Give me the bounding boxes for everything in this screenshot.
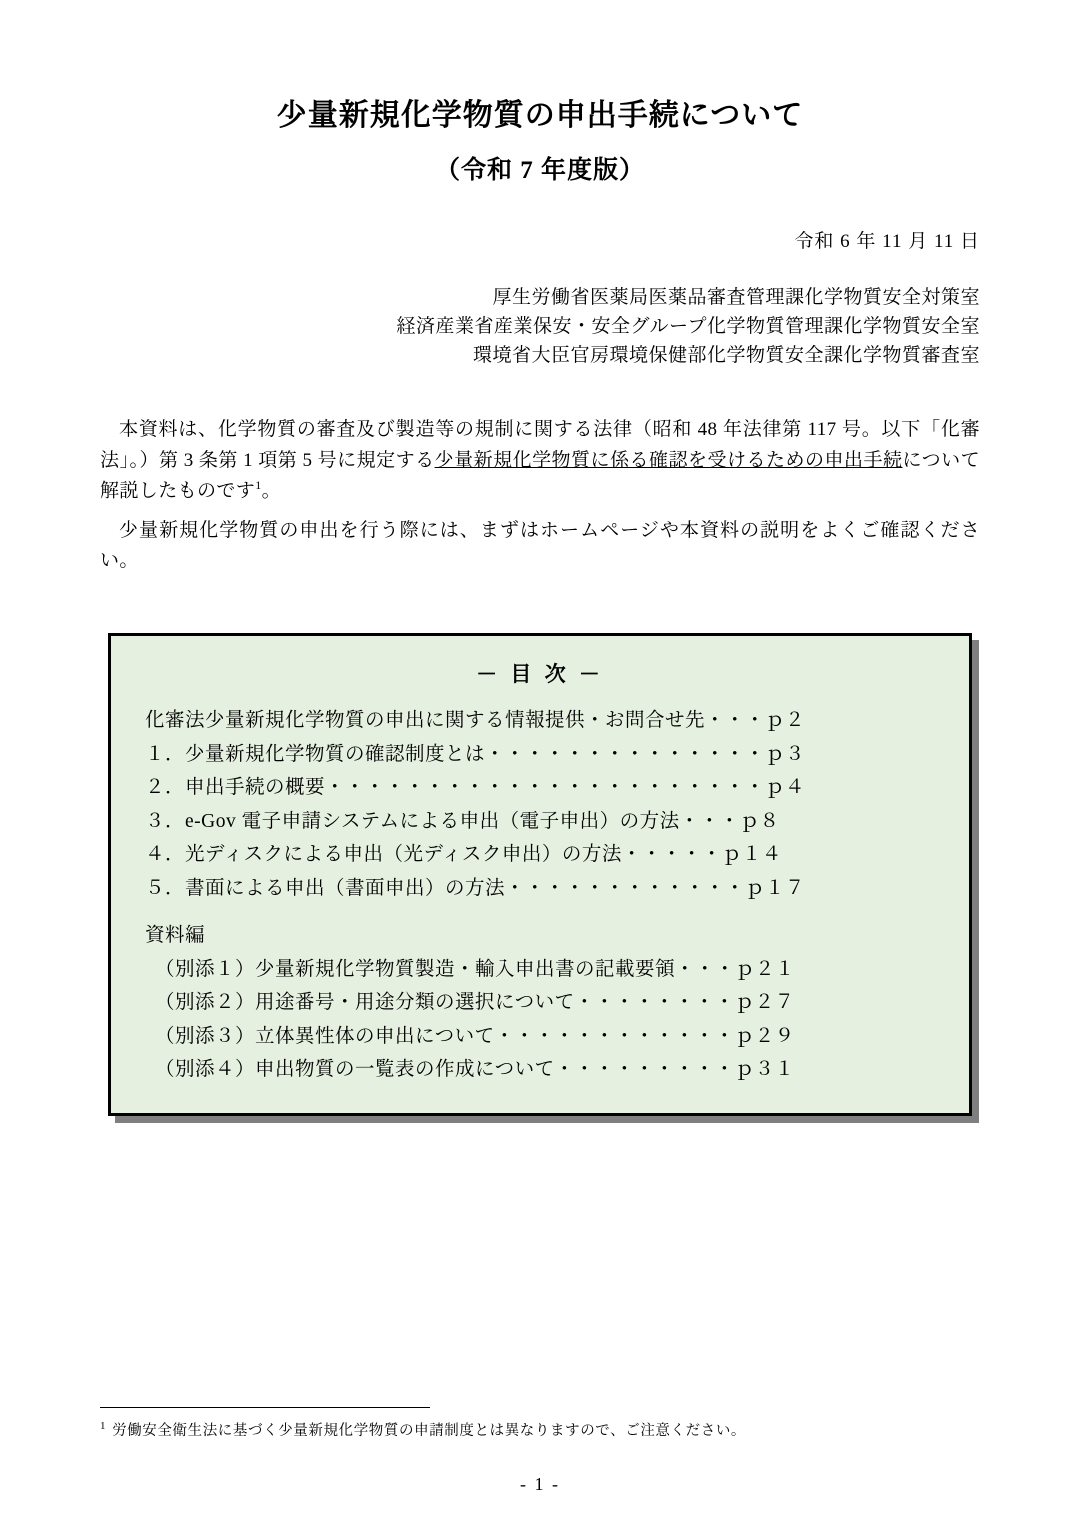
toc-box bbox=[108, 633, 972, 1116]
paragraph-guidance: 少量新規化学物質の申出を行う際には、まずはホームページや本資料の説明をよくご確認ください。 bbox=[100, 519, 980, 572]
footnote-body: 労働安全衛生法に基づく少量新規化学物質の申請制度とは異なりますので、ご注意ください。 bbox=[112, 1423, 747, 1440]
toc-entry[interactable]: １．少量新規化学物質の確認制度とは・・・・・・・・・・・・・・ｐ３ bbox=[145, 743, 806, 765]
toc-heading: － 目 次 － bbox=[476, 662, 604, 687]
toc-entry[interactable]: ３．e-Gov 電子申請システムによる申出（電子申出）の方法・・・ｐ８ bbox=[145, 810, 780, 832]
issuer-line: 経済産業省産業保安・安全グループ化学物質管理課化学物質安全室 bbox=[396, 316, 980, 338]
toc-entry[interactable]: ２．申出手続の概要・・・・・・・・・・・・・・・・・・・・・・ｐ４ bbox=[145, 777, 806, 799]
document-date: 令和 6 年 11 月 11 日 bbox=[794, 230, 980, 252]
toc-appendix-entry[interactable]: （別添４）申出物質の一覧表の作成について・・・・・・・・・ｐ３１ bbox=[155, 1059, 795, 1081]
issuing-offices bbox=[100, 283, 980, 371]
footnote-marker: 1 bbox=[100, 1420, 107, 1433]
toc-group-title: 資料編 bbox=[145, 925, 206, 947]
body-text bbox=[100, 415, 980, 577]
toc-appendix-entry[interactable]: （別添２）用途番号・用途分類の選択について・・・・・・・・ｐ２７ bbox=[155, 992, 795, 1014]
issuer-line: 環境省大臣官房環境保健部化学物質安全課化学物質審査室 bbox=[472, 345, 980, 367]
toc-appendix-entry[interactable]: （別添３）立体異性体の申出について・・・・・・・・・・・・ｐ２９ bbox=[155, 1025, 795, 1047]
footnote-area bbox=[100, 1407, 980, 1443]
toc-entry[interactable]: ５．書面による申出（書面申出）の方法・・・・・・・・・・・・ｐ１７ bbox=[145, 877, 806, 899]
footnote-reference: 1 bbox=[255, 478, 262, 493]
toc-appendix-entry[interactable]: （別添１）少量新規化学物質製造・輸入申出書の記載要領・・・ｐ２１ bbox=[155, 958, 796, 980]
paragraph-intro-underlined: 少量新規化学物質に係る確認を受けるための申出手続 bbox=[434, 449, 903, 471]
issuer-line: 厚生労働省医薬局医薬品審査管理課化学物質安全対策室 bbox=[492, 286, 980, 308]
footnote-text bbox=[100, 1418, 980, 1443]
page-number: - 1 - bbox=[520, 1474, 560, 1494]
toc-entry[interactable]: ４．光ディスクによる申出（光ディスク申出）の方法・・・・・ｐ１４ bbox=[145, 844, 782, 866]
paragraph-intro-part1: 本資料は、化学物質の審査及び製造等の規制に関する法律（昭和 48 年法律第 117 号。以下「化審法」。）第 3 条第 1 項第 5 号に規定する bbox=[100, 418, 980, 471]
table-of-contents bbox=[108, 633, 972, 1116]
page-title: 少量新規化学物質の申出手続について bbox=[276, 99, 804, 132]
paragraph-intro bbox=[100, 415, 980, 508]
toc-entry[interactable]: 化審法少量新規化学物質の申出に関する情報提供・お問合せ先・・・ｐ２ bbox=[145, 710, 806, 732]
page-subtitle: （令和 7 年度版） bbox=[434, 157, 645, 185]
paragraph-intro-part2: について解説したものです bbox=[100, 449, 980, 502]
footnote-divider bbox=[100, 1407, 430, 1408]
paragraph-intro-end: 。 bbox=[261, 480, 282, 502]
